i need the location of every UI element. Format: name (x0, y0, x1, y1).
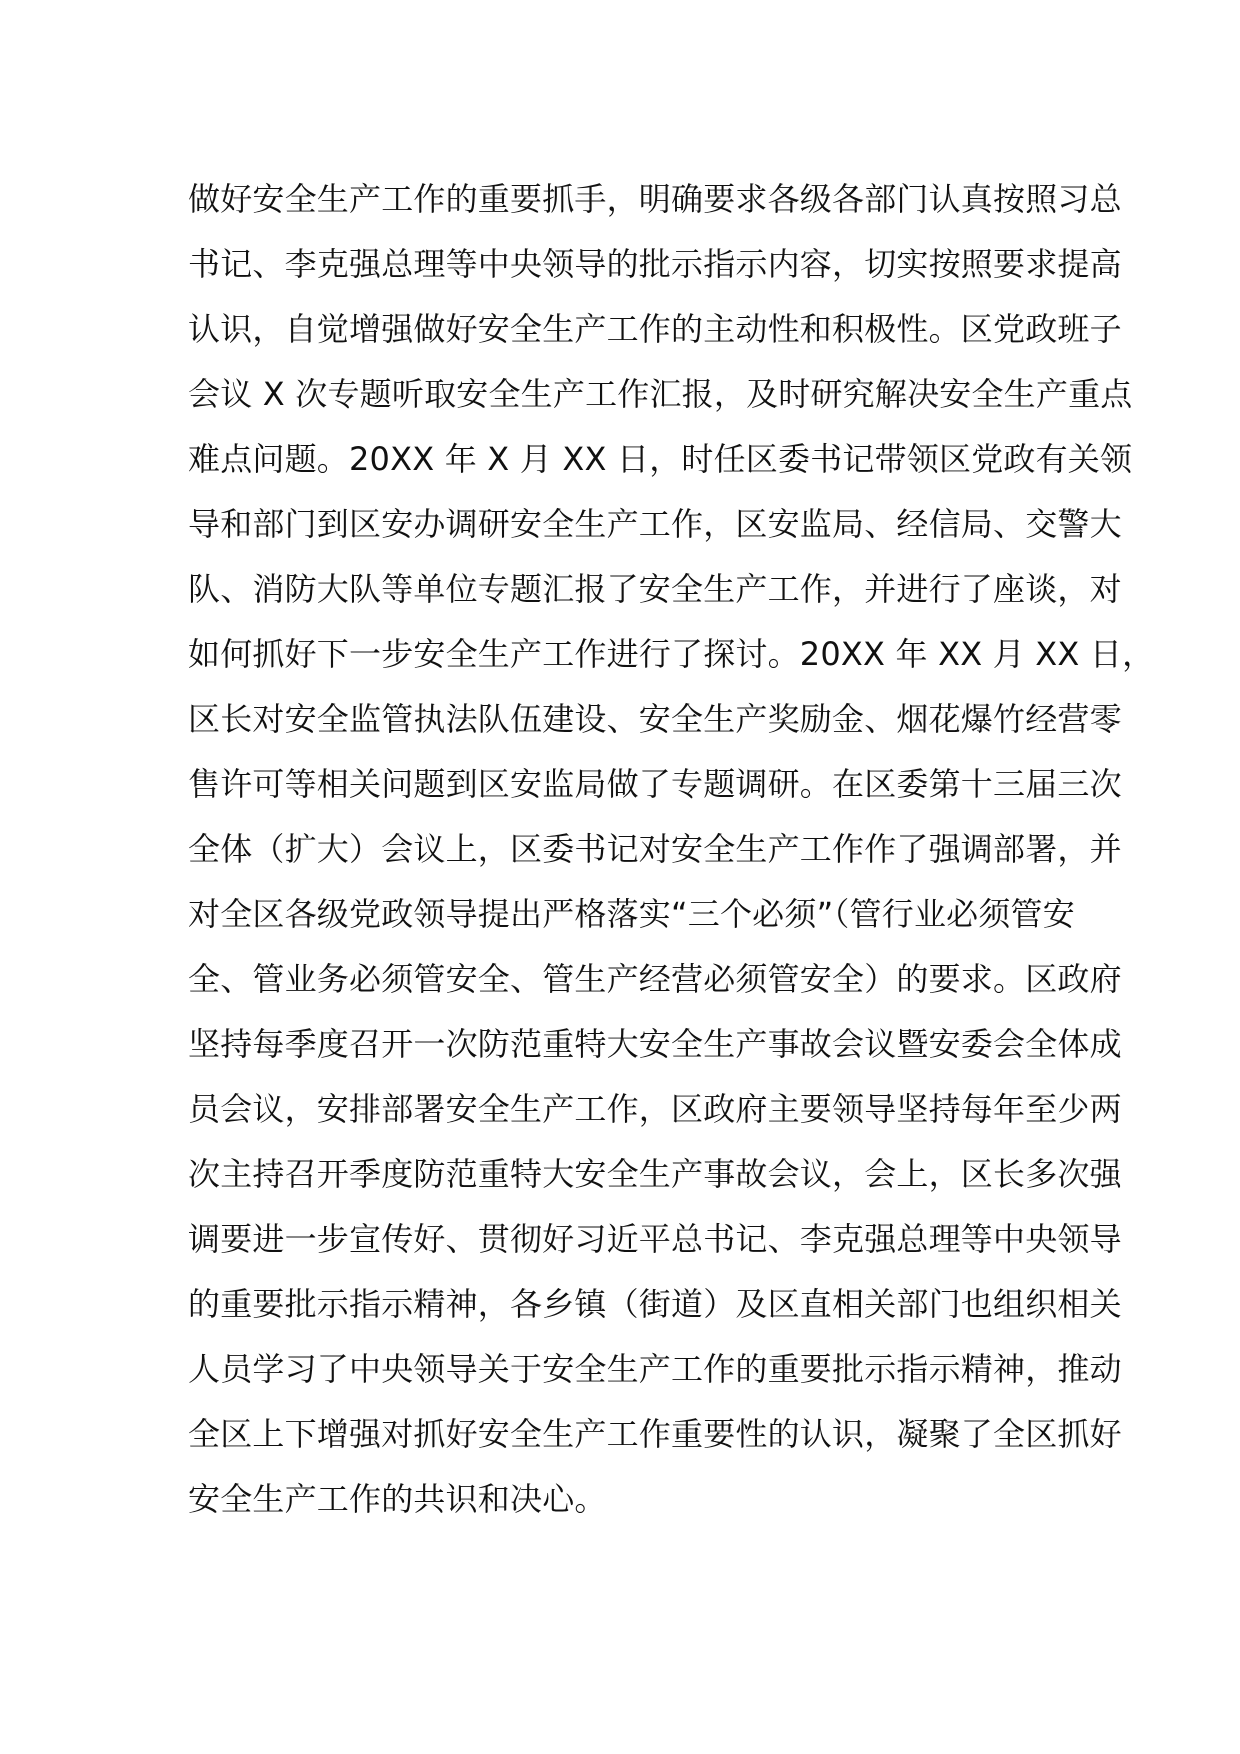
paragraph-line: 调要进一步宣传好、贯彻好习近平总书记、李克强总理等中央领导 (188, 1220, 1122, 1258)
paragraph-line: 会议 X 次专题听取安全生产工作汇报，及时研究解决安全生产重点 (188, 375, 1133, 413)
paragraph-line: 认识，自觉增强做好安全生产工作的主动性和积极性。区党政班子 (188, 310, 1122, 348)
paragraph-line: 全体（扩大）会议上，区委书记对安全生产工作作了强调部署，并 (188, 830, 1122, 868)
paragraph-line: 导和部门到区安办调研安全生产工作，区安监局、经信局、交警大 (188, 505, 1122, 543)
paragraph-line: 队、消防大队等单位专题汇报了安全生产工作，并进行了座谈，对 (188, 570, 1122, 608)
paragraph-line: 全、管业务必须管安全、管生产经营必须管安全）的要求。区政府 (188, 960, 1122, 998)
paragraph-line: 售许可等相关问题到区安监局做了专题调研。在区委第十三届三次 (188, 765, 1122, 803)
paragraph-line: 对全区各级党政领导提出严格落实“三个必须”（管行业必须管安 (188, 895, 1075, 933)
paragraph-line: 如何抓好下一步安全生产工作进行了探讨。20XX 年 XX 月 XX 日， (188, 635, 1155, 673)
body-paragraph (188, 167, 1155, 1532)
paragraph-line: 人员学习了中央领导关于安全生产工作的重要批示指示精神，推动 (188, 1350, 1122, 1388)
paragraph-line: 坚持每季度召开一次防范重特大安全生产事故会议暨安委会全体成 (188, 1025, 1122, 1063)
paragraph-line: 书记、李克强总理等中央领导的批示指示内容，切实按照要求提高 (188, 245, 1122, 283)
paragraph-line: 安全生产工作的共识和决心。 (188, 1480, 607, 1518)
paragraph-line: 员会议，安排部署安全生产工作，区政府主要领导坚持每年至少两 (188, 1090, 1122, 1128)
paragraph-line: 次主持召开季度防范重特大安全生产事故会议，会上，区长多次强 (188, 1155, 1122, 1193)
paragraph-line: 的重要批示指示精神，各乡镇（街道）及区直相关部门也组织相关 (188, 1285, 1122, 1323)
paragraph-line: 做好安全生产工作的重要抓手，明确要求各级各部门认真按照习总 (188, 180, 1122, 218)
paragraph-line: 难点问题。20XX 年 X 月 XX 日，时任区委书记带领区党政有关领 (188, 440, 1133, 478)
paragraph-line: 区长对安全监管执法队伍建设、安全生产奖励金、烟花爆竹经营零 (188, 700, 1122, 738)
paragraph-line: 全区上下增强对抓好安全生产工作重要性的认识，凝聚了全区抓好 (188, 1415, 1122, 1453)
